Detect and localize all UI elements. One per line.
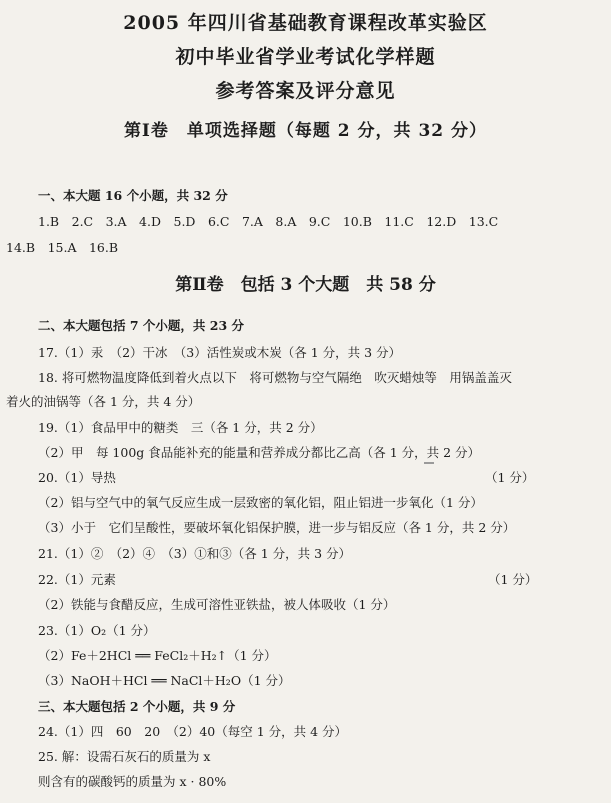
q25-line-2: 则含有的碳酸钙的质量为 x · 80% xyxy=(38,774,227,789)
q20-answer-2: （2）铝与空气中的氧气反应生成一层致密的氧化铝，阻止铝进一步氧化（1 分） xyxy=(38,495,483,510)
q18-answer-line1: 18. 将可燃物温度降低到着火点以下 将可燃物与空气隔绝 吹灭蜡烛等 用锅盖盖灭 xyxy=(38,370,512,385)
part1-answers-row2: 14.B 15.A 16.B xyxy=(6,240,119,255)
q22-answer-1: 22.（1）元素 xyxy=(38,572,116,587)
part1-heading: 一、本大题 16 个小题，共 32 分 xyxy=(38,188,228,203)
q22-answer-1-score: （1 分） xyxy=(488,572,538,587)
header-line-3: 参考答案及评分意见 xyxy=(215,80,396,102)
section3-heading: 三、本大题包括 2 个小题，共 9 分 xyxy=(38,699,236,714)
q23-answer-1: 23.（1）O₂（1 分） xyxy=(38,623,156,638)
part1-title: 第Ⅰ卷 单项选择题（每题 2 分，共 32 分） xyxy=(123,121,488,141)
header-line-2: 初中毕业省学业考试化学样题 xyxy=(175,46,436,68)
part2-title: 第Ⅱ卷 包括 3 个大题 共 58 分 xyxy=(175,275,436,295)
q19-answer-1: 19.（1）食品甲中的糖类 三（各 1 分，共 2 分） xyxy=(38,420,323,435)
q23-answer-2: （2）Fe＋2HCl ══ FeCl₂＋H₂↑（1 分） xyxy=(38,648,277,663)
q23-answer-3: （3）NaOH＋HCl ══ NaCl＋H₂O（1 分） xyxy=(38,673,291,688)
header-line-1: 2005 年四川省基础教育课程改革实验区 xyxy=(123,12,488,34)
q22-answer-2: （2）铁能与食醋反应，生成可溶性亚铁盐，被人体吸收（1 分） xyxy=(38,597,396,612)
q20-answer-1-score: （1 分） xyxy=(485,470,535,485)
scan-smudge xyxy=(424,462,434,464)
q21-answer: 21.（1）② （2）④ （3）①和③（各 1 分，共 3 分） xyxy=(38,546,352,561)
section2-heading: 二、本大题包括 7 个小题，共 23 分 xyxy=(38,318,245,333)
q24-answer: 24.（1）四 60 20 （2）40（每空 1 分，共 4 分） xyxy=(38,724,348,739)
q20-answer-3: （3）小于 它们呈酸性，要破坏氧化铝保护膜，进一步与铝反应（各 1 分，共 2 分） xyxy=(38,520,516,535)
q20-answer-1: 20.（1）导热 xyxy=(38,470,116,485)
q17-answer: 17.（1）汞 （2）干冰 （3）活性炭或木炭（各 1 分，共 3 分） xyxy=(38,345,402,360)
q25-line-1: 25. 解：设需石灰石的质量为 x xyxy=(38,749,211,764)
q19-answer-2: （2）甲 每 100g 食品能补充的能量和营养成分都比乙高（各 1 分，共 2 分） xyxy=(38,445,481,460)
part1-answers-row1: 1.B 2.C 3.A 4.D 5.D 6.C 7.A 8.A 9.C 10.B 11.C 12.D 13.C xyxy=(38,214,499,229)
q18-answer-line2: 着火的油锅等（各 1 分，共 4 分） xyxy=(6,394,201,409)
